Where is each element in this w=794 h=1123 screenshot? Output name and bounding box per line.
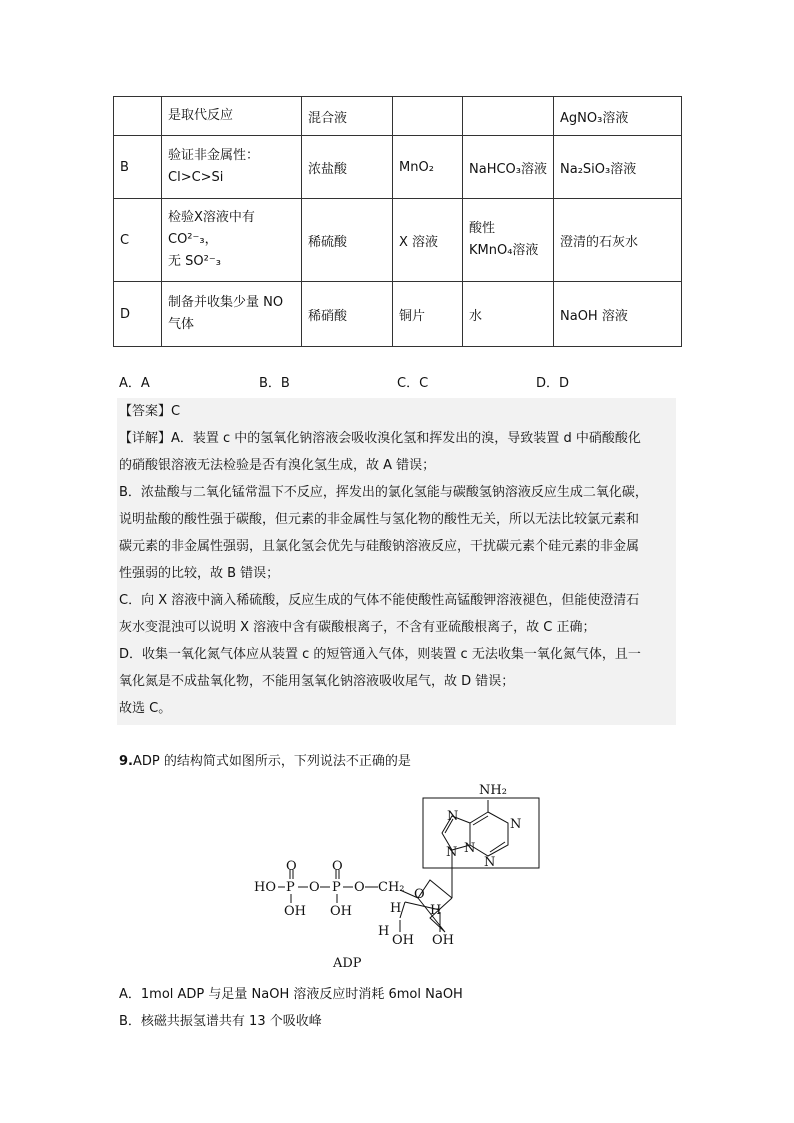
answer-line: 【答案】C bbox=[119, 404, 181, 419]
answer-line: 的硝酸银溶液无法检验是否有溴化氢生成，故 A 错误； bbox=[119, 458, 436, 473]
phosphate-oxygen: O bbox=[286, 859, 297, 874]
table-cell: 澄清的石灰水 bbox=[554, 199, 682, 282]
atom-n: N bbox=[484, 855, 496, 870]
table-cell: C bbox=[114, 199, 162, 282]
table-row bbox=[114, 199, 682, 282]
option-b[interactable]: B．B bbox=[259, 376, 290, 391]
table-cell: 稀硝酸 bbox=[302, 282, 393, 347]
answer-line: 碳元素的非金属性强弱，且氯化氢会优先与硅酸钠溶液反应，干扰碳元素个硅元素的非金属 bbox=[119, 539, 640, 554]
table-cell bbox=[393, 97, 463, 136]
bridge-oxygen: O bbox=[354, 880, 365, 895]
h-label: H bbox=[378, 924, 390, 939]
answer-line: C．向 X 溶液中滴入稀硫酸，反应生成的气体不能使酸性高锰酸钾溶液褪色，但能使澄清石 bbox=[119, 593, 640, 608]
question-9-option-a[interactable]: A．1mol ADP 与足量 NaOH 溶液反应时消耗 6mol NaOH bbox=[119, 987, 463, 1002]
adenine-highlight-box bbox=[423, 798, 539, 868]
answer-line: 灰水变混浊可以说明 X 溶液中含有碳酸根离子，不含有亚硫酸根离子，故 C 正确； bbox=[119, 620, 596, 635]
table-cell: X 溶液 bbox=[393, 199, 463, 282]
oh-label: OH bbox=[284, 904, 306, 919]
option-d[interactable]: D．D bbox=[536, 376, 570, 391]
table-cell: 检验X溶液中有 CO²⁻₃， 无 SO²⁻₃ bbox=[162, 199, 302, 282]
option-c[interactable]: C．C bbox=[397, 376, 429, 391]
oh-label: OH bbox=[330, 904, 352, 919]
structure-caption: ADP bbox=[333, 956, 362, 971]
phosphorus-atom: P bbox=[332, 880, 341, 895]
table-cell bbox=[463, 97, 554, 136]
ring-oxygen: O bbox=[414, 887, 425, 902]
atom-n: N bbox=[446, 845, 458, 860]
adp-structure-diagram bbox=[240, 770, 560, 975]
answer-line: B．浓盐酸与二氧化锰常温下不反应，挥发出的氯化氢能与碳酸氢钠溶液反应生成二氧化碳， bbox=[119, 485, 648, 500]
table-row bbox=[114, 282, 682, 347]
atom-n: N bbox=[464, 841, 476, 856]
answer-line: 说明盐酸的酸性强于碳酸，但元素的非金属性与氢化物的酸性无关，所以无法比较氯元素和 bbox=[119, 512, 640, 527]
h-label: H bbox=[430, 903, 442, 918]
table-cell: 水 bbox=[463, 282, 554, 347]
nh2-label: NH₂ bbox=[479, 783, 507, 798]
atom-n: N bbox=[510, 817, 522, 832]
question-text: ADP 的结构简式如图所示，下列说法不正确的是 bbox=[132, 754, 411, 769]
ho-label: HO bbox=[254, 880, 276, 895]
table-cell: B bbox=[114, 136, 162, 199]
table-cell: 酸性 KMnO₄溶液 bbox=[463, 199, 554, 282]
table-row bbox=[114, 97, 682, 136]
answer-line: 【详解】A．装置 c 中的氢氧化钠溶液会吸收溴化氢和挥发出的溴，导致装置 d 中硝酸酸化 bbox=[119, 431, 641, 446]
phosphate-oxygen: O bbox=[332, 859, 343, 874]
atom-n: N bbox=[447, 809, 459, 824]
experiment-table bbox=[113, 96, 682, 347]
table-cell: Na₂SiO₃溶液 bbox=[554, 136, 682, 199]
table-cell: AgNO₃溶液 bbox=[554, 97, 682, 136]
table-cell: 稀硫酸 bbox=[302, 199, 393, 282]
oh-label: OH bbox=[392, 933, 414, 948]
ch2-label: CH₂ bbox=[378, 880, 405, 895]
answer-options bbox=[119, 372, 719, 390]
answer-line: 氧化氮是不成盐氧化物，不能用氢氧化钠溶液吸收尾气，故 D 错误； bbox=[119, 674, 515, 689]
answer-explanation bbox=[117, 398, 676, 725]
table-cell: NaOH 溶液 bbox=[554, 282, 682, 347]
table-row bbox=[114, 136, 682, 199]
table-cell: 验证非金属性： Cl>C>Si bbox=[162, 136, 302, 199]
answer-line: D．收集一氧化氮气体应从装置 c 的短管通入气体，则装置 c 无法收集一氧化氮气体，且一 bbox=[119, 647, 641, 662]
option-a[interactable]: A．A bbox=[119, 376, 150, 391]
question-9-stem bbox=[119, 750, 411, 769]
table-cell: 制备并收集少量 NO 气体 bbox=[162, 282, 302, 347]
h-label: H bbox=[390, 901, 402, 916]
table-cell: 浓盐酸 bbox=[302, 136, 393, 199]
table-cell: MnO₂ bbox=[393, 136, 463, 199]
table-cell bbox=[114, 97, 162, 136]
answer-line: 性强弱的比较，故 B 错误； bbox=[119, 566, 280, 581]
answer-line: 故选 C。 bbox=[119, 701, 172, 716]
table-cell: D bbox=[114, 282, 162, 347]
oh-label: OH bbox=[432, 933, 454, 948]
question-9-option-b[interactable]: B．核磁共振氢谱共有 13 个吸收峰 bbox=[119, 1014, 322, 1029]
bridge-oxygen: O bbox=[309, 880, 320, 895]
question-number: 9. bbox=[119, 754, 133, 769]
table-cell: 铜片 bbox=[393, 282, 463, 347]
table-cell: 是取代反应 bbox=[162, 97, 302, 136]
table-cell: NaHCO₃溶液 bbox=[463, 136, 554, 199]
phosphorus-atom: P bbox=[286, 880, 295, 895]
table-cell: 混合液 bbox=[302, 97, 393, 136]
